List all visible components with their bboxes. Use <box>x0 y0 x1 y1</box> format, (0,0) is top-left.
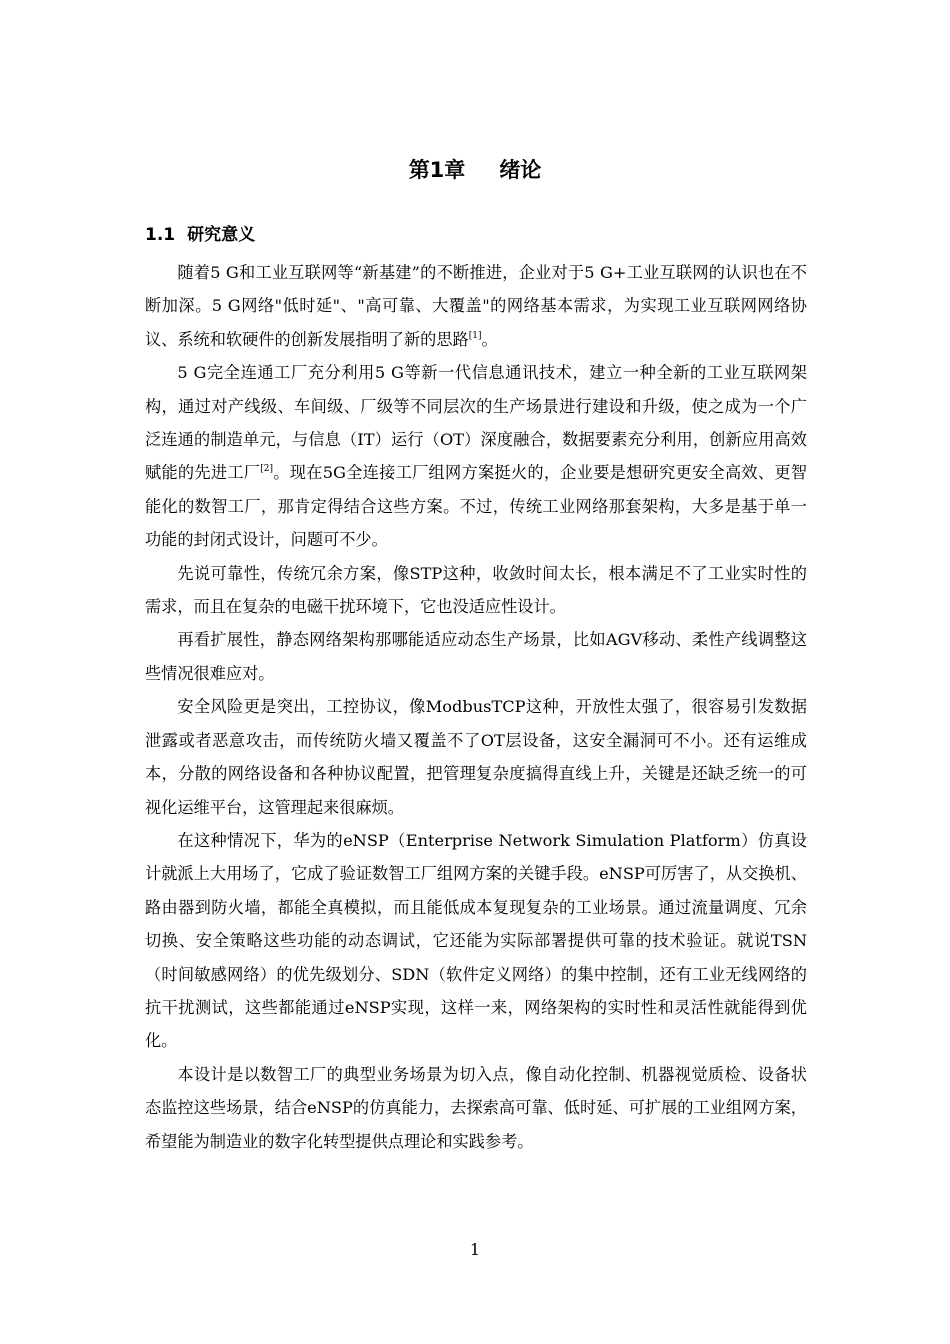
page-number: 1 <box>469 1240 481 1259</box>
paragraph-2 <box>145 356 807 556</box>
section-heading <box>145 222 255 248</box>
citation-1: [1] <box>468 330 482 341</box>
paragraph-3: 先说可靠性，传统冗余方案，像STP这种，收敛时间太长，根本满足不了工业实时性的需求，而且在复杂的电磁干扰环境下，它也没适应性设计。 <box>145 563 807 617</box>
paragraph-5: 安全风险更是突出，工控协议，像ModbusTCP这种，开放性太强了，很容易引发数据泄露或者恶意攻击，而传统防火墙又覆盖不了OT层设备，这安全漏洞可不小。还有运维成本，分散的网络设备和各种协议配置，把管理复杂度搞得直线上升，关键是还缺乏统一的可视化运维平台，这管理起来很麻烦。 <box>145 697 807 817</box>
paragraph-2-text: 5 G完全连通工厂充分利用5 G等新一代信息通讯技术，建立一种全新的工业互联网架构，通过对产线级、车间级、厂级等不同层次的生产场景进行建设和升级，使之成为一个广泛连通的制造单元，与信息（IT）运行（OT）深度融合，数据要素充分利用，创新应用高效赋能的先进工厂 <box>145 363 807 483</box>
body-text <box>145 256 807 1158</box>
section-number: 1.1 <box>145 225 176 245</box>
paragraph-6: 在这种情况下，华为的eNSP（Enterprise Network Simulation Platform）仿真设计就派上大用场了，它成了验证数智工厂组网方案的关键手段。eNSP可厉害了，从交换机、路由器到防火墙，都能全真模拟，而且能低成本复现复杂的工业场景。通过流量调度、冗余切换、安全策略这些功能的动态调试，它还能为实际部署提供可靠的技术验证。就说TSN（时间敏感网络）的优先级划分、SDN（软件定义网络）的集中控制，还有工业无线网络的抗干扰测试，这些都能通过eNSP实现，这样一来，网络架构的实时性和灵活性就能得到优化。 <box>145 830 807 1051</box>
chapter-title <box>0 155 950 185</box>
paragraph-2-tail: 。现在5G全连接工厂组网方案挺火的，企业要是想研究更安全高效、更智能化的数智工厂，那肯定得结合这些方案。不过，传统工业网络那套架构，大多是基于单一功能的封闭式设计，问题可不少。 <box>145 463 808 550</box>
paragraph-4: 再看扩展性，静态网络架构那哪能适应动态生产场景，比如AGV移动、柔性产线调整这些情况很难应对。 <box>145 630 807 683</box>
chapter-number: 第1章 <box>408 158 466 182</box>
paragraph-1 <box>145 256 807 356</box>
chapter-name: 绪论 <box>499 158 542 182</box>
paragraph-7: 本设计是以数智工厂的典型业务场景为切入点，像自动化控制、机器视觉质检、设备状态监控这些场景，结合eNSP的仿真能力，去探索高可靠、低时延、可扩展的工业组网方案，希望能为制造业的数字化转型提供点理论和实践参考。 <box>145 1064 807 1151</box>
citation-2: [2] <box>260 464 274 475</box>
paragraph-1-tail: 。 <box>481 329 498 349</box>
section-title: 研究意义 <box>187 225 256 245</box>
paragraph-1-text: 随着5 G和工业互联网等“新基建”的不断推进，企业对于5 G+工业互联网的认识也在不断加深。5 G网络"低时延"、"高可靠、大覆盖"的网络基本需求，为实现工业互联网网络协议、系统和软硬件的创新发展指明了新的思路 <box>145 263 807 349</box>
